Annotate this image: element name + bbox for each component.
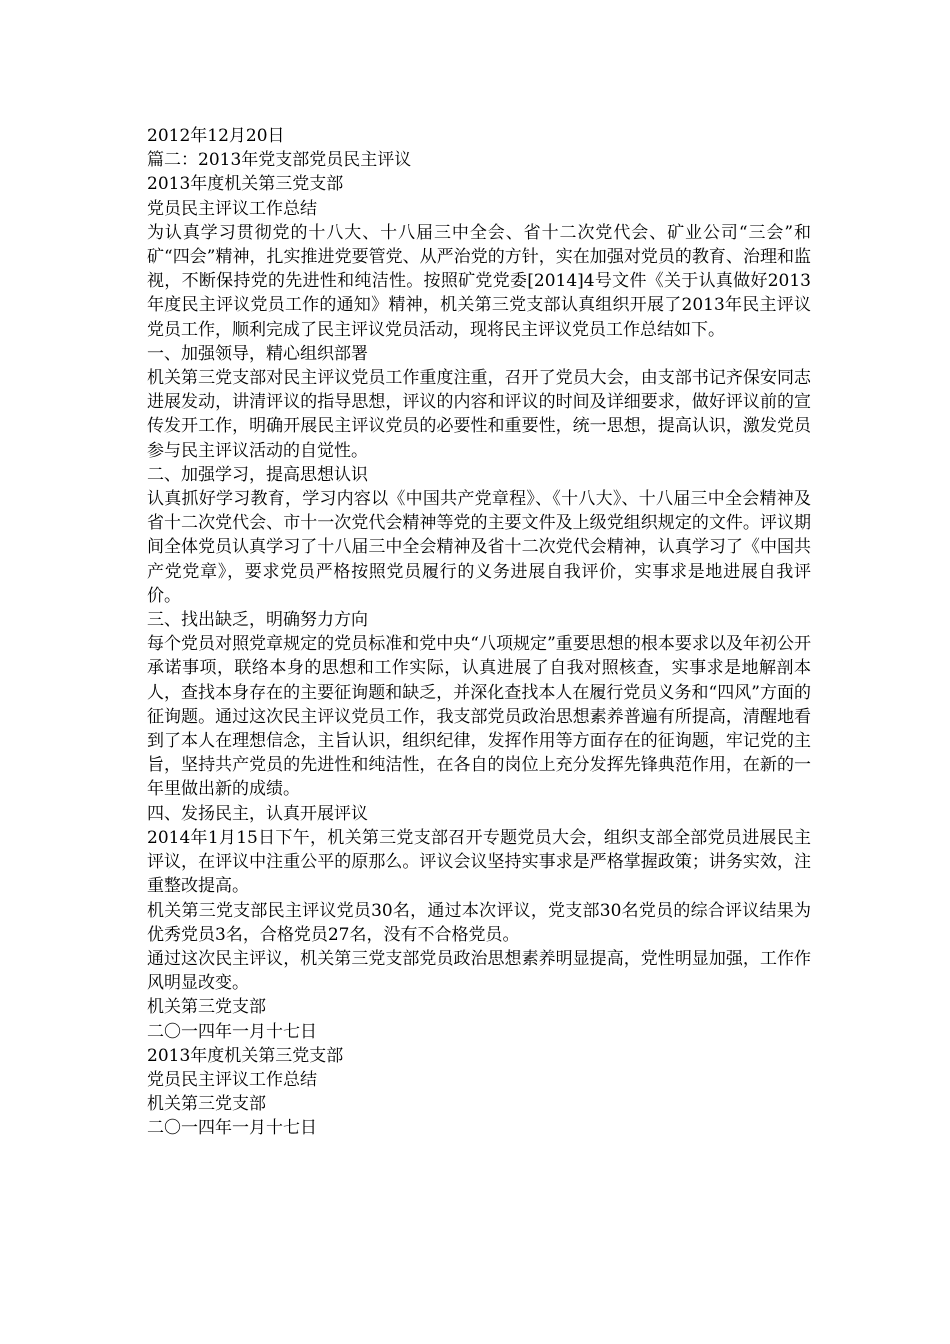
footer-signature-org: 机关第三党支部 [147,1094,266,1115]
footer-org-title: 2013年度机关第三党支部 [147,1045,344,1066]
report-title: 党员民主评议工作总结 [147,198,317,219]
heading-4: 四、发扬民主，认真开展评议 [147,803,368,824]
paragraph-2: 认真抓好学习教育，学习内容以《中国共产党章程》、《十八大》、十八届三中全会精神及省十二次党代会、市十一次党代会精神等党的主要文件及上级党组织规定的文件。评议期间全体党员认真学习了十八届三中全会精神及省十二次党代会精神，认真学习了《中国共产党党章》，要求党员严格按照党员履行的义务进展自我评价，实事求是地进展自我评价。 [147,489,811,606]
signature-org: 机关第三党支部 [147,997,266,1018]
footer-signature-date: 二〇一四年一月十七日 [147,1118,317,1139]
paragraph-3: 每个党员对照党章规定的党员标准和党中央“八项规定”重要思想的根本要求以及年初公开承诺事项，联络本身的思想和工作实际，认真进展了自我对照核查，实事求是地解剖本人，查找本身存在的主要征询题和缺乏，并深化查找本人在履行党员义务和“四风”方面的征询题。通过这次民主评议党员工作，我支部党员政治思想素养普遍有所提高，清醒地看到了本人在理想信念，主旨认识，组织纪律，发挥作用等方面存在的征询题，牢记党的主旨，坚持共产党员的先进性和纯洁性，在各自的岗位上充分发挥先锋典范作用，在新的一年里做出新的成绩。 [147,634,811,800]
heading-2: 二、加强学习，提高思想认识 [147,464,368,485]
paragraph-5: 机关第三党支部民主评议党员30名，通过本次评议，党支部30名党员的综合评议结果为优秀党员3名，合格党员27名，没有不合格党员。 [147,900,811,945]
paragraph-1: 机关第三党支部对民主评议党员工作重度注重，召开了党员大会，由支部书记齐保安同志进展发动，讲清评议的指导思想，评议的内容和评议的时间及详细要求，做好评议前的宣传发开工作，明确开展民主评议党员的必要性和重要性，统一思想，提高认识，激发党员参与民主评议活动的自觉性。 [147,368,811,461]
paragraph-6: 通过这次民主评议，机关第三党支部党员政治思想素养明显提高，党性明显加强，工作作风明显改变。 [147,948,811,994]
heading-1: 一、加强领导，精心组织部署 [147,343,368,364]
signature-date: 二〇一四年一月十七日 [147,1021,317,1042]
heading-3: 三、找出缺乏，明确努力方向 [147,610,368,631]
paragraph-4: 2014年1月15日下午，机关第三党支部召开专题党员大会，组织支部全部党员进展民主评议，在评议中注重公平的原那么。评议会议坚持实事求是严格掌握政策；讲务实效，注重整改提高。 [147,827,811,897]
org-title: 2013年度机关第三党支部 [147,174,344,195]
section-title: 篇二：2013年党支部党员民主评议 [147,150,412,171]
intro-paragraph: 为认真学习贯彻党的十八大、十八届三中全会、省十二次党代会、矿业公司“三会”和矿“四会”精神，扎实推进党要管党、从严治党的方针，实在加强对党员的教育、治理和监视，不断保持党的先进性和纯洁性。按照矿党党委[2014]4号文件《关于认真做好2013年度民主评议党员工作的通知》精神，机关第三党支部认真组织开展了2013年民主评议党员工作，顺利完成了民主评议党员活动，现将民主评议党员工作总结如下。 [147,222,811,340]
footer-report-title: 党员民主评议工作总结 [147,1069,317,1090]
document-body [147,124,811,1141]
date-line: 2012年12月20日 [147,126,285,146]
